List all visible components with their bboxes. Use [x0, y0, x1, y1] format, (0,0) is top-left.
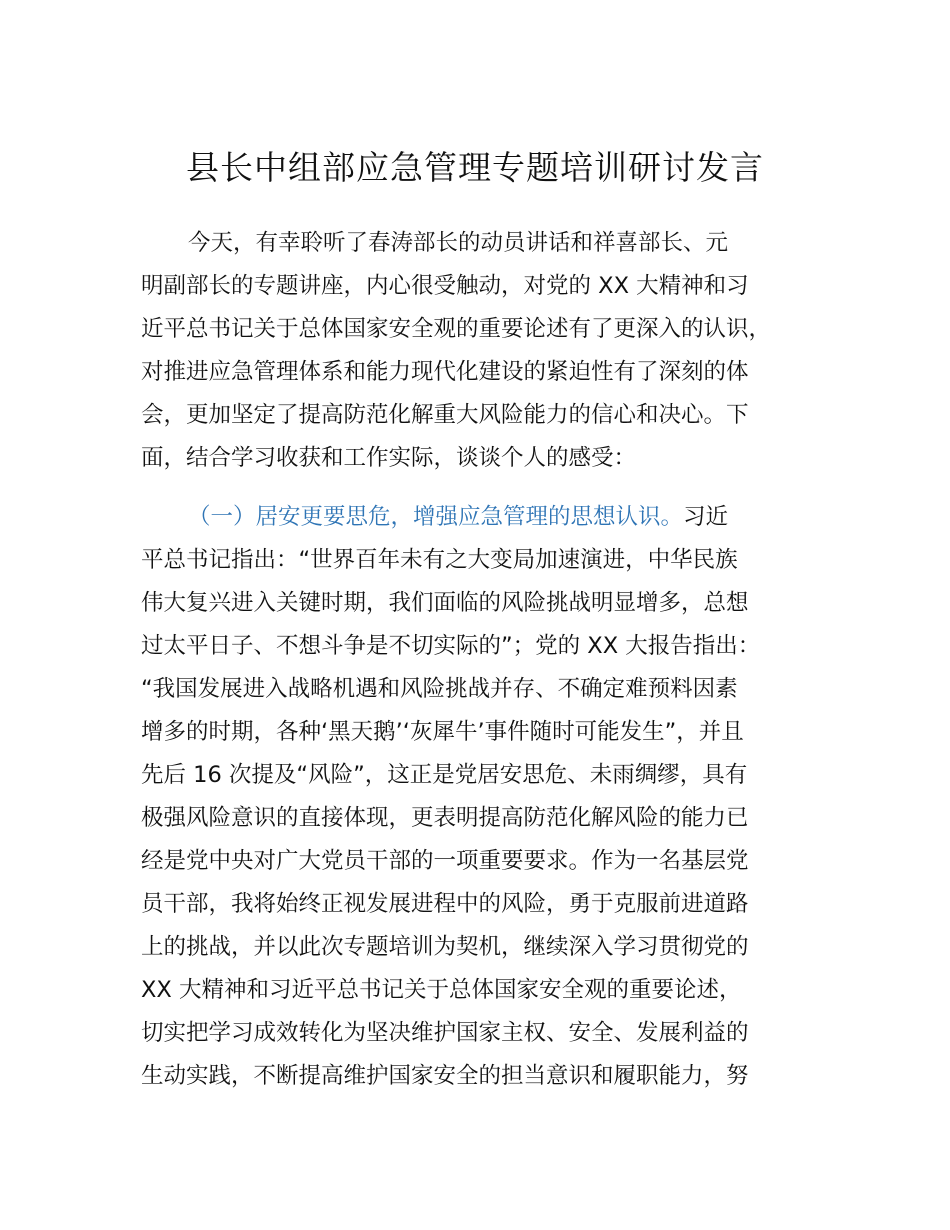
- section-1-line-4: 过太平日子、不想斗争是不切实际的”；党的 XX 大报告指出：: [141, 633, 761, 659]
- paragraph-1-line-4: 对推进应急管理体系和能力现代化建设的紧迫性有了深刻的体: [141, 359, 749, 385]
- section-1-line-7: 先后 16 次提及“风险”，这正是党居安思危、未雨绸缪，具有: [141, 762, 748, 788]
- section-1-line-10: 员干部，我将始终正视发展进程中的风险，勇于克服前进道路: [141, 891, 749, 917]
- section-1-line-8: 极强风险意识的直接体现，更表明提高防范化解风险的能力已: [141, 805, 749, 831]
- section-1-line-13: 切实把学习成效转化为坚决维护国家主权、安全、发展利益的: [141, 1020, 749, 1046]
- section-1-line-9: 经是党中央对广大党员干部的一项重要要求。作为一名基层党: [141, 848, 749, 874]
- section-1-line-3: 伟大复兴进入关键时期，我们面临的风险挑战明显增多，总想: [141, 590, 749, 616]
- section-1-first-line: [188, 496, 728, 539]
- paragraph-1-line-1: 今天，有幸聆听了春涛部长的动员讲话和祥喜部长、元: [188, 230, 729, 256]
- section-1-line-2: 平总书记指出：“世界百年未有之大变局加速演进，中华民族: [141, 547, 738, 573]
- paragraph-1-line-5: 会，更加坚定了提高防范化解重大风险能力的信心和决心。下: [141, 402, 749, 428]
- paragraph-1-line-6: 面，结合学习收获和工作实际，谈谈个人的感受：: [141, 445, 637, 471]
- paragraph-1-line-2: 明副部长的专题讲座，内心很受触动，对党的 XX 大精神和习: [141, 273, 749, 299]
- section-1-line-5: “我国发展进入战略机遇和风险挑战并存、不确定难预料因素: [141, 676, 738, 702]
- section-1-heading: （一）居安更要思危，增强应急管理的思想认识。: [188, 504, 684, 530]
- paragraph-1-line-3: 近平总书记关于总体国家安全观的重要论述有了更深入的认识，: [141, 316, 772, 342]
- document-title: 县长中组部应急管理专题培训研讨发言: [186, 148, 764, 187]
- section-1-line-12: XX 大精神和习近平总书记关于总体国家安全观的重要论述，: [141, 977, 742, 1003]
- section-1-line-11: 上的挑战，并以此次专题培训为契机，继续深入学习贯彻党的: [141, 934, 749, 960]
- section-1-line-6: 增多的时期，各种‘黑天鹅’‘灰犀牛’事件随时可能发生”，并且: [141, 719, 744, 745]
- section-1-line-14: 生动实践，不断提高维护国家安全的担当意识和履职能力，努: [141, 1063, 749, 1089]
- section-1-first-line-text: 习近: [683, 504, 729, 530]
